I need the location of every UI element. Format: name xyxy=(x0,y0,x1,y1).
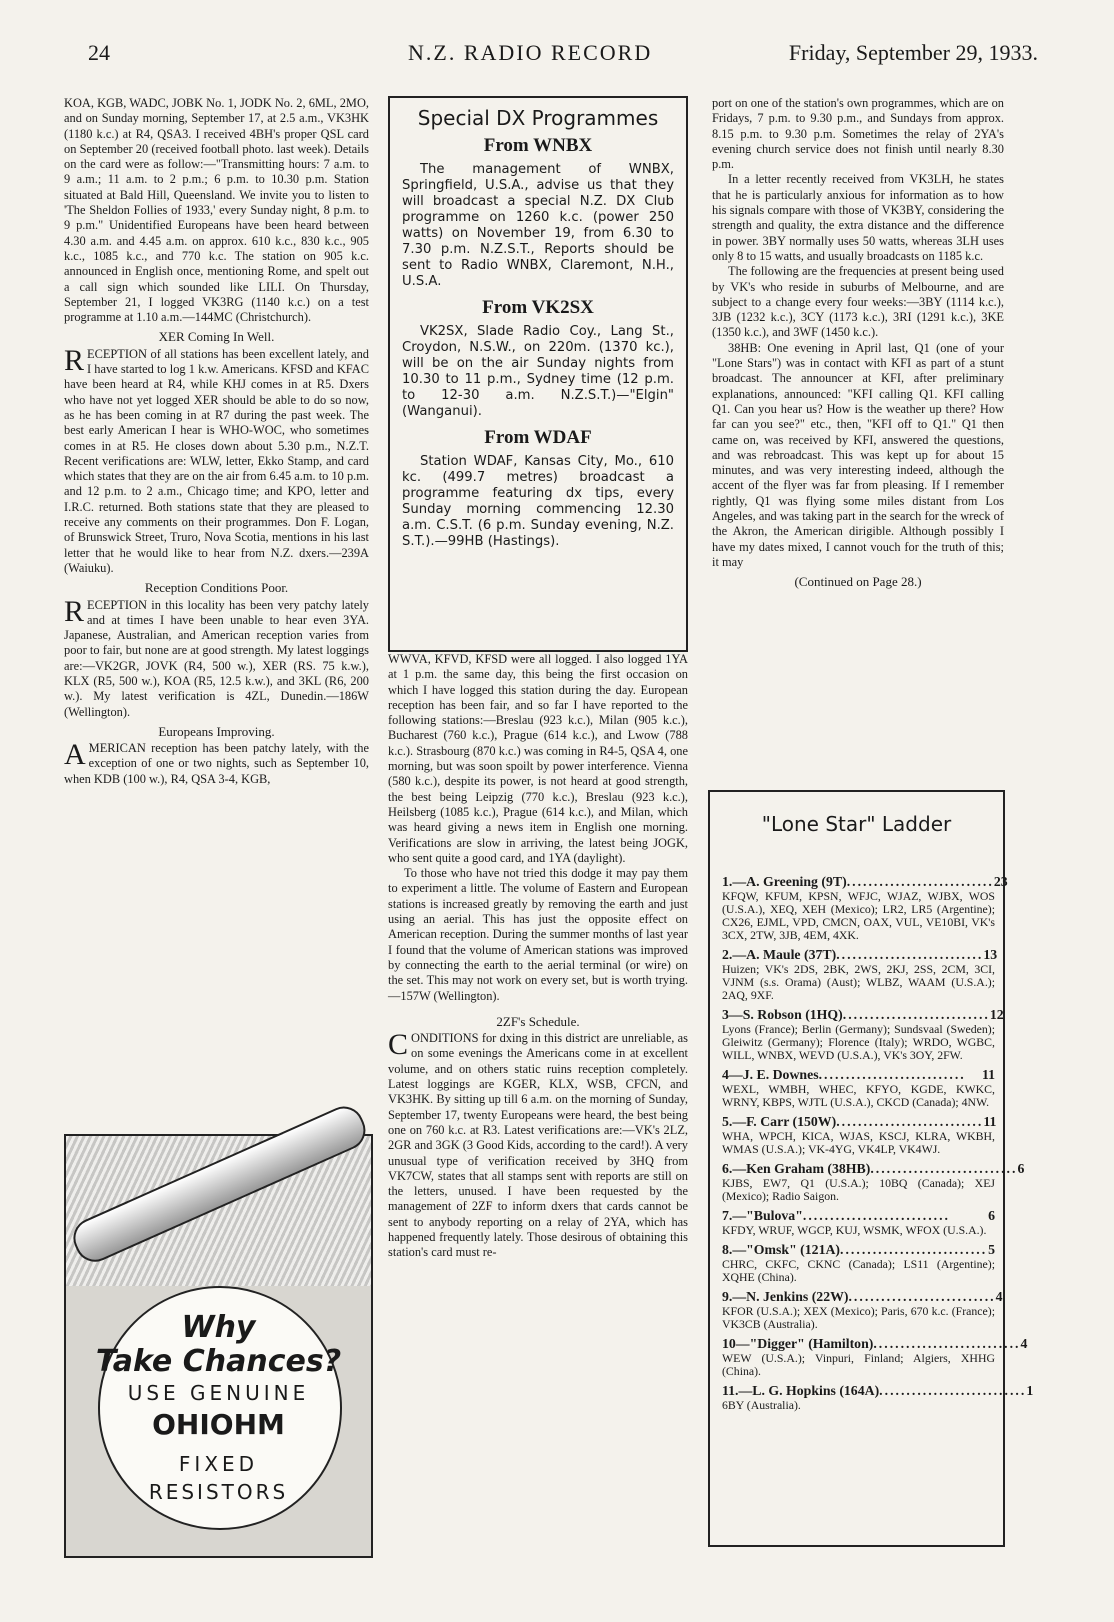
ad-headline xyxy=(66,1311,371,1379)
ad-brand: OHIOHM xyxy=(152,1408,285,1441)
entry-name: 6.—Ken Graham (38HB) xyxy=(722,1161,871,1176)
col2-paragraph-3 xyxy=(388,1028,688,1260)
entry-stations: KFQW, KFUM, KPSN, WFJC, WJAZ, WJBX, WOS (U.S.A.), XEQ, XEH (Mexico); LR2, LR5 (Argentine); CX26, EJML, VPD, CMCN, OAX, VUL, VE10BI, VK's 3CX, 2TW, 3JB, 4EM, 4XK. xyxy=(722,889,995,942)
entry-stations: WEXL, WMBH, WHEC, KFYO, KGDE, KWKC, WRNY, KBPS, WJTL (U.S.A.), CKCD (Canada); 4NW. xyxy=(722,1082,995,1109)
ad-resistors: RESISTORS xyxy=(148,1480,289,1504)
entry-stations: CHRC, CKFC, CKNC (Canada); LS11 (Argentine); XQHE (China). xyxy=(722,1257,995,1284)
entry-score: 4 xyxy=(995,1289,1003,1304)
entry-name: 4—J. E. Downes xyxy=(722,1067,819,1082)
col3-paragraph-1: port on one of the station's own programmes, which are on Fridays, 7 p.m. to 9.30 p.m., and Sundays from approx. 8.15 p.m. to 9.30 p.m. Sometimes the relay of 2YA's evening church service does not finish until nearly 8.30 p.m. xyxy=(712,96,1004,172)
dx-heading-wnbx: From WNBX xyxy=(483,135,593,156)
ladder-list xyxy=(722,874,1034,1417)
entry-name: 11.—L. G. Hopkins (164A) xyxy=(722,1383,880,1398)
col2-heading-2zf: 2ZF's Schedule. xyxy=(496,1013,580,1029)
col1-heading-xer: XER Coming In Well. xyxy=(158,329,275,345)
column-1 xyxy=(64,96,369,787)
entry-score: 13 xyxy=(983,947,998,962)
entry-score: 1 xyxy=(1026,1383,1034,1398)
col2-paragraph-2: To those who have not tried this dodge it may pay them to experiment a little. The volume of Eastern and European stations is increased greatly by removing the earth and just using an aerial. This has just the opposite effect on American reception. During the summer months of last year I found that the volume of American stations was improved by connecting the earth to the aerial terminal (or wire) on the set. This may not work on every set, but is worth trying.—157W (Wellington). xyxy=(388,866,688,1003)
list-item: 8.—"Omsk" (121A) ........................... 5 CHRC, CKFC, CKNC (Canada); LS11 (Argentine); XQHE (China). xyxy=(722,1242,995,1284)
entry-name: 3—S. Robson (1HQ) xyxy=(722,1007,843,1022)
ladder-title: "Lone Star" Ladder xyxy=(761,812,952,836)
col1-paragraph-4-text: MERICAN reception has been patchy lately, with the exception of one or two nights, such as September 10, when KDB (100 w.), R4, QSA 3-4, KGB, xyxy=(64,741,369,786)
ad-take-chances: Take Chances? xyxy=(95,1344,342,1379)
col1-paragraph-2 xyxy=(64,343,369,576)
dropcap: C xyxy=(388,1028,409,1062)
entry-score: 11 xyxy=(981,1067,995,1082)
dx-heading-wdaf: From WDAF xyxy=(484,427,592,448)
entry-score: 5 xyxy=(988,1242,995,1257)
issue-date: Friday, September 29, 1933. xyxy=(788,40,1038,65)
col1-heading-reception: Reception Conditions Poor. xyxy=(144,580,289,596)
continued-notice: (Continued on Page 28.) xyxy=(794,574,922,590)
page-number: 24 xyxy=(88,40,110,65)
col3-paragraph-2: In a letter recently received from VK3LH, he states that he is particularly anxious for information as to how his signals compare with those of VK3BY, considering the strength and quality, the extra distance and the difference in power. 3BY normally uses 50 watts, whereas 3LH uses only 8 to 15 watts, and usually broadcasts on 1185 k.c. xyxy=(712,172,1004,263)
col1-paragraph-1: KOA, KGB, WADC, JOBK No. 1, JODK No. 2, 6ML, 2MO, and on Sunday morning, September 17, at 2.5 a.m., VK3HK (1180 k.c.) at R4, QSA3. I received 4BH's proper QSL card on September 20 (received football photo. last week). Details on the card were as follow:—"Transmitting hours: 7 a.m. to 9 a.m.; 11 a.m. to 2 p.m.; 6 p.m. to 10.30 p.m. Station situated at Bald Hill, Queensland. We invite you to listen to 'The Sheldon Follies of 1933,' every Sunday night, 8 p.m. to 9 p.m." Unidentified Europeans have been heard between 4.30 a.m. and 4.45 a.m. on approx. 610 k.c., 830 k.c., 905 k.c., 1085 k.c., and 770 k.c. The station on 905 k.c. announced in English once, mentioning Rome, and spelt out a call sign which sounded like LILI. On Thursday, September 21, I logged VK3RG (1140 k.c.) on a test programme at 1.10 a.m.—144MC (Christchurch). xyxy=(64,96,369,325)
ad-why: Why xyxy=(181,1310,256,1345)
entry-name: 10—"Digger" (Hamilton) xyxy=(722,1336,874,1351)
ad-fixed: FIXED xyxy=(178,1452,259,1476)
col1-paragraph-4 xyxy=(64,738,369,787)
entry-score: 6 xyxy=(1017,1161,1025,1176)
dropcap: R xyxy=(64,343,85,377)
list-item: 3—S. Robson (1HQ) ........................... 12 Lyons (France); Berlin (Germany); Sundsvaal (Sweden); Gleiwitz (Germany); Florence (Italy); WRDO, WGBC, WILL, WNBX, WEVD (U.S.A.), VK's 3OY, 2FW. xyxy=(722,1007,1004,1062)
entry-name: 5.—F. Carr (150W) xyxy=(722,1114,837,1129)
entry-score: 4 xyxy=(1020,1336,1028,1351)
dx-box-title: Special DX Programmes xyxy=(417,106,659,130)
entry-score: 23 xyxy=(993,874,1008,889)
entry-name: 1.—A. Greening (9T) xyxy=(722,874,847,889)
list-item: 5.—F. Carr (150W) ........................... 11 WHA, WPCH, KICA, WJAS, KSCJ, KLRA, WKBH, WMAS (U.S.A.); VK-4YG, VK4LP, VK4WJ. xyxy=(722,1114,997,1156)
entry-name: 8.—"Omsk" (121A) xyxy=(722,1242,841,1257)
entry-name: 2.—A. Maule (37T) xyxy=(722,947,837,962)
dx-paragraph-wnbx: The management of WNBX, Springfield, U.S.A., advise us that they will broadcast a special N.Z. DX Club programme on 1260 k.c. (power 250 watts) on November 19, from 6.30 to 7.30 p.m. N.Z.S.T., Reports should be sent to Radio WNBX, Claremont, N.H., U.S.A. xyxy=(402,162,674,289)
col1-paragraph-3 xyxy=(64,594,369,720)
dropcap: A xyxy=(64,738,86,772)
col3-paragraph-4: 38HB: One evening in April last, Q1 (one of your "Lone Stars") was in contact with KFI as part of a stunt broadcast. The announcer at KFI, after preliminary explanations, announced: "KFI calling Q1. KFI calling Q1. Can you hear us? How is the weather up there? How far can you see?" etc., then, "KFI off to Q1." Q1 then came on, was received by KFI, answered the questions, and was rebroadcast. This was kept up for about 15 minutes, and was very interesting indeed, although the accent of the flyer was far from pleasing. If I remember rightly, Q1 was flying some miles distant from Los Angeles, and was taking part in the search for the wreck of the Akron, the American dirigible. Although possibly I have my dates mixed, I cannot vouch for the truth of this; it may xyxy=(712,340,1004,569)
dx-paragraph-wdaf: Station WDAF, Kansas City, Mo., 610 kc. (499.7 metres) broadcast a programme featuring dx tips, every Sunday morning commencing 12.30 a.m. C.S.T. (6 p.m. Sunday evening, N.Z. S.T.).—99HB (Hastings). xyxy=(402,454,674,549)
entry-name: 7.—"Bulova" xyxy=(722,1208,803,1223)
col3-paragraph-3: The following are the frequencies at present being used by VK's who reside in suburbs of Melbourne, and are subject to a change every four weeks:—3BY (1114 k.c.), 3JB (1232 k.c.), 3CY (1173 k.c.), 3RI (1291 k.c.), 3KE (1350 k.c.), and 3WF (1450 k.c.). xyxy=(712,264,1004,340)
entry-stations: 6BY (Australia). xyxy=(722,1398,801,1412)
entry-score: 12 xyxy=(989,1007,1004,1022)
list-item: 9.—N. Jenkins (22W) ........................... 4 KFOR (U.S.A.); XEX (Mexico); Paris, 670 k.c. (France); VK3CB (Australia). xyxy=(722,1289,1003,1331)
list-item: 7.—"Bulova" ........................... 6 KFDY, WRUF, WGCP, KUJ, WSMK, WFOX (U.S.A.). xyxy=(722,1208,995,1237)
col1-paragraph-3-text: ECEPTION in this locality has been very patchy lately and at times I have been unable to hear even 3YA. Japanese, Australian, and American reception varies from poor to fair, but none are at good strength. My latest loggings are:—VK2GR, JOVK (R4, 500 w.), XER (RS. 75 k.w.), KLX (R5, 500 w.), KOA (R5, 12.5 k.w.), and 3KL (R6, 200 w.). My latest verification is 4ZL, Dunedin.—186W (Wellington). xyxy=(64,597,369,719)
column-3 xyxy=(712,96,1004,592)
entry-score: 6 xyxy=(988,1208,995,1223)
publication-title: N.Z. RADIO RECORD xyxy=(408,40,653,65)
entry-stations: KFDY, WRUF, WGCP, KUJ, WSMK, WFOX (U.S.A.). xyxy=(722,1223,987,1237)
col1-heading-europeans: Europeans Improving. xyxy=(158,723,275,739)
page-header xyxy=(88,38,1038,78)
list-item: 6.—Ken Graham (38HB) ........................... 6 KJBS, EW7, Q1 (U.S.A.); 10BQ (Canada); XEJ (Mexico); Radio Saigon. xyxy=(722,1161,1025,1203)
list-item: 1.—A. Greening (9T) ........................... 23 KFQW, KFUM, KPSN, WFJC, WJAZ, WJBX, WOS (U.S.A.), XEQ, XEH (Mexico); LR2, LR5 (Argentine); CX26, EJML, VPD, CMCN, OAX, VUL, VE10BI, VK's 3CX, 2TW, 3JB, 4EM, 4XK. xyxy=(722,874,1008,942)
entry-stations: WEW (U.S.A.); Vinpuri, Finland; Algiers, XHHG (China). xyxy=(722,1351,995,1378)
list-item: 11.—L. G. Hopkins (164A) ........................... 1 6BY (Australia). xyxy=(722,1383,1034,1412)
column-2 xyxy=(388,652,688,1261)
list-item: 10—"Digger" (Hamilton) ........................... 4 WEW (U.S.A.); Vinpuri, Finland; Algiers, XHHG (China). xyxy=(722,1336,1028,1378)
entry-score: 11 xyxy=(983,1114,997,1129)
list-item: 2.—A. Maule (37T) ........................... 13 Huizen; VK's 2DS, 2BK, 2WS, 2KJ, 2SS, 2CM, 3CI, VJNM (s.s. Orama) (Aust); WLBZ, WAAM (U.S.A.); 2AQ, 9XF. xyxy=(722,947,998,1002)
entry-name: 9.—N. Jenkins (22W) xyxy=(722,1289,849,1304)
list-item: 4—J. E. Downes ........................... 11 WEXL, WMBH, WHEC, KFYO, KGDE, KWKC, WRNY, KBPS, WJTL (U.S.A.), CKCD (Canada); 4NW. xyxy=(722,1067,995,1109)
entry-stations: KJBS, EW7, Q1 (U.S.A.); 10BQ (Canada); XEJ (Mexico); Radio Saigon. xyxy=(722,1176,995,1203)
dx-heading-vk2sx: From VK2SX xyxy=(482,297,594,318)
entry-stations: Huizen; VK's 2DS, 2BK, 2WS, 2KJ, 2SS, 2CM, 3CI, VJNM (s.s. Orama) (Aust); WLBZ, WAAM (U.S.A.); 2AQ, 9XF. xyxy=(722,962,995,1002)
dx-paragraph-vk2sx: VK2SX, Slade Radio Coy., Lang St., Croydon, N.S.W., on 220m. (1370 kc.), will be on the air Sunday nights from 10.30 to 11 p.m., Sydney time (12 p.m. to 12-30 a.m. N.Z.S.T.)—"Elgin" (Wanganui). xyxy=(402,324,674,419)
special-dx-programmes-box xyxy=(388,96,688,652)
lone-star-ladder-box xyxy=(708,790,1034,1547)
col1-paragraph-2-text: ECEPTION of all stations has been excellent lately, and I have started to log 1 k.w. Americans. KFSD and KFAC have been heard at R4, while KHJ comes in at R5. Dxers who have not yet logged XER should be able to do so now, as he has been coming in at R7 during the past week. The best early American I hear is WHO-WOC, who sometimes comes in at R5. He closes down about 5.30 p.m., N.Z.T. Recent verifications are: WLW, letter, Ekko Stamp, and card which states that they are on the air from 6.45 a.m. to 10 p.m. and 12 p.m. to 2 a.m., Chicago time; and KPO, letter and I.R.C. returned. Both stations state that they are pleased to receive any comments on their programmes. Don F. Logan, of Brunswick Street, Truro, Nova Scotia, mentions in his last letter that he would like to hear from N.Z. dxers.—239A (Waiuku). xyxy=(64,346,369,575)
dropcap: R xyxy=(64,594,85,628)
col2-paragraph-3-text: ONDITIONS for dxing in this district are unreliable, as on some evenings the Americans come in at excellent volume, and on others static ruins reception completely. Latest loggings are KGER, KLX, WSB, CFCN, and VK3HK. By sitting up till 6 a.m. on the morning of Sunday, September 17, twenty Europeans were heard, the best being one on 760 k.c. at R3. Latest verifications are:—VK's 2LZ, 2GR and 3GK (3 Good Kids, according to the card!). A very unusual type of verification received by 3HQ from VK7CW, states that all stamps sent with reports are still on the letters, unused. I have been requested by the management of 2ZF to inform dxers that cards cannot be sent to anybody reporting on a relay of 2YA, which has happened frequently lately. Those desirous of obtaining this station's card must re- xyxy=(388,1031,688,1260)
ohiohm-advertisement xyxy=(64,1134,373,1558)
entry-stations: Lyons (France); Berlin (Germany); Sundsvaal (Sweden); Gleiwitz (Germany); Florence (Italy); WRDO, WGBC, WILL, WNBX, WEVD (U.S.A.), VK's 3OY, 2FW. xyxy=(722,1022,995,1062)
col2-paragraph-1: WWVA, KFVD, KFSD were all logged. I also logged 1YA at 1 p.m. the same day, this being the first occasion on which I have logged this station during the day. European reception has been fair, and so far I have reported to the following stations:—Breslau (923 k.c.), Milan (905 k.c.), Bucharest (760 k.c.), Prague (614 k.c.), and Lwow (788 k.c.). Strasbourg (870 k.c.) was coming in R4-5, QSA 4, one morning, but was soon spoilt by power interference. Vienna (580 k.c.), despite its power, is not heard at good strength, the best being Leipzig (770 k.c.), Breslau (923 k.c.), Heilsberg (1085 k.c.), Prague (614 k.c.), and Milan, which was heard giving a news item in English one morning. Verifications are slow in arriving, the latest being JOGK, who sent quite a good card, and 1YA (daylight). xyxy=(388,652,688,865)
entry-stations: WHA, WPCH, KICA, WJAS, KSCJ, KLRA, WKBH, WMAS (U.S.A.); VK-4YG, VK4LP, VK4WJ. xyxy=(722,1129,995,1156)
entry-stations: KFOR (U.S.A.); XEX (Mexico); Paris, 670 k.c. (France); VK3CB (Australia). xyxy=(722,1304,995,1331)
ad-use-genuine: USE GENUINE xyxy=(127,1381,310,1405)
